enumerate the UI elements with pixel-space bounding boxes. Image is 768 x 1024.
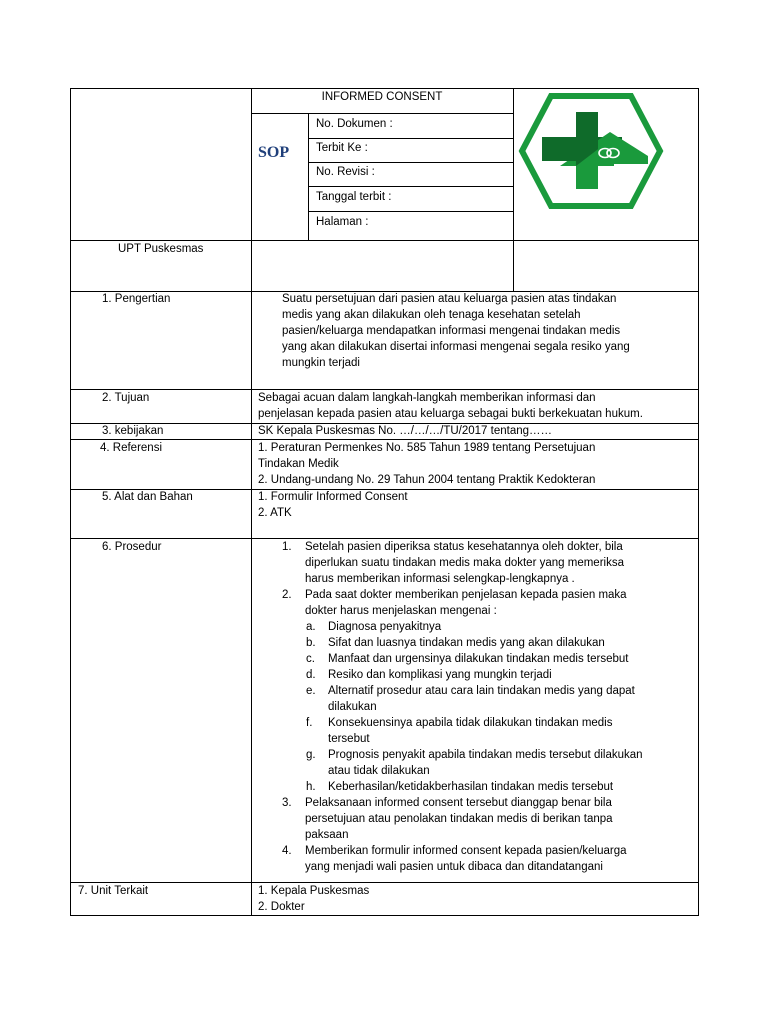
field-line-3	[308, 186, 513, 187]
field-halaman: Halaman :	[316, 216, 369, 228]
prosedur-step-text: Diagnosa penyakitnya	[328, 621, 442, 633]
tujuan-text	[258, 390, 643, 422]
header-divider-left	[251, 88, 252, 915]
label-alat-bahan: 5. Alat dan Bahan	[102, 491, 193, 503]
table-border-left	[70, 88, 71, 915]
prosedur-step-text: yang menjadi wali pasien untuk dibaca dan ditandatangani	[305, 861, 603, 873]
prosedur-step-text: Resiko dan komplikasi yang mungkin terjadi	[328, 669, 552, 681]
alat-bahan-text	[258, 489, 408, 521]
document-title: INFORMED CONSENT	[321, 91, 443, 103]
table-border-right	[698, 88, 699, 915]
unit-line: 1. Kepala Puskesmas	[258, 885, 370, 897]
prosedur-step-text: Pelaksanaan informed consent tersebut dianggap benar bila	[305, 797, 612, 809]
unit-terkait-text	[258, 883, 369, 915]
title-row-line	[251, 113, 513, 114]
prosedur-step-text: Manfaat dan urgensinya dilakukan tindakan medis tersebut	[328, 653, 629, 665]
referensi-line: 2. Undang-undang No. 29 Tahun 2004 tentang Praktik Kedokteran	[258, 474, 596, 486]
label-prosedur: 6. Prosedur	[102, 541, 162, 553]
label-tujuan: 2. Tujuan	[102, 392, 150, 404]
label-pengertian: 1. Pengertian	[102, 293, 171, 305]
field-line-1	[308, 138, 513, 139]
alat-line: 1. Formulir Informed Consent	[258, 491, 408, 503]
prosedur-step-text: Setelah pasien diperiksa status kesehatannya oleh dokter, bila	[305, 541, 623, 553]
unit-line: 2. Dokter	[258, 901, 305, 913]
field-line-2	[308, 162, 513, 163]
prosedur-step-number: 1.	[282, 541, 292, 553]
header-divider-sop	[308, 113, 309, 240]
prosedur-step-text: paksaan	[305, 829, 349, 841]
prosedur-step-number: b.	[306, 637, 316, 649]
prosedur-step-number: a.	[306, 621, 316, 633]
tujuan-line: penjelasan kepada pasien atau keluarga sebagai bukti berkekuatan hukum.	[258, 408, 643, 420]
referensi-line: 1. Peraturan Permenkes No. 585 Tahun 1989 tentang Persetujuan	[258, 442, 596, 454]
field-terbit-ke: Terbit Ke :	[316, 142, 368, 154]
header-divider-logo	[513, 88, 514, 291]
prosedur-step-number: d.	[306, 669, 316, 681]
kebijakan-text: SK Kepala Puskesmas No. …/…/…/TU/2017 tentang……	[258, 425, 553, 437]
prosedur-step-text: tersebut	[328, 733, 370, 745]
prosedur-step-text: persetujuan atau penolakan tindakan medis di berikan tanpa	[305, 813, 613, 825]
prosedur-step-text: diperlukan suatu tindakan medis maka dokter yang memeriksa	[305, 557, 624, 569]
prosedur-step-text: Sifat dan luasnya tindakan medis yang akan dilakukan	[328, 637, 605, 649]
label-referensi: 4. Referensi	[100, 442, 163, 454]
pengertian-line: mungkin terjadi	[282, 357, 360, 369]
pengertian-line: Suatu persetujuan dari pasien atau keluarga pasien atas tindakan	[282, 293, 617, 305]
tujuan-line: Sebagai acuan dalam langkah-langkah memberikan informasi dan	[258, 392, 596, 404]
field-no-dokumen: No. Dokumen :	[316, 118, 393, 130]
referensi-line: Tindakan Medik	[258, 458, 339, 470]
label-unit-terkait: 7. Unit Terkait	[78, 885, 149, 897]
prosedur-step-text: harus memberikan informasi selengkap-lengkapnya .	[305, 573, 575, 585]
prosedur-step-text: Pada saat dokter memberikan penjelasan kepada pasien maka	[305, 589, 627, 601]
prosedur-step-text: Prognosis penyakit apabila tindakan medis tersebut dilakukan	[328, 749, 643, 761]
puskesmas-logo-icon	[518, 90, 664, 212]
prosedur-step-text: atau tidak dilakukan	[328, 765, 430, 777]
table-border-bottom	[70, 915, 699, 916]
unit-name: UPT Puskesmas	[118, 243, 204, 255]
prosedur-step-number: e.	[306, 685, 316, 697]
referensi-text	[258, 440, 595, 488]
prosedur-step-number: 4.	[282, 845, 292, 857]
pengertian-line: yang akan dilakukan disertai informasi mengenai segala resiko yang	[282, 341, 630, 353]
prosedur-step-text: dokter harus menjelaskan mengenai :	[305, 605, 497, 617]
prosedur-step-number: f.	[306, 717, 313, 729]
prosedur-step-text: Alternatif prosedur atau cara lain tindakan medis yang dapat	[328, 685, 635, 697]
prosedur-step-text: Memberikan formulir informed consent kepada pasien/keluarga	[305, 845, 627, 857]
prosedur-step-number: c.	[306, 653, 315, 665]
prosedur-step-number: g.	[306, 749, 316, 761]
pengertian-line: medis yang akan dilakukan oleh tenaga kesehatan setelah	[282, 309, 581, 321]
prosedur-step-text: Konsekuensinya apabila tidak dilakukan tindakan medis	[328, 717, 613, 729]
prosedur-step-number: h.	[306, 781, 316, 793]
alat-line: 2. ATK	[258, 507, 292, 519]
prosedur-step-text: Keberhasilan/ketidakberhasilan tindakan medis tersebut	[328, 781, 614, 793]
field-no-revisi: No. Revisi :	[316, 166, 375, 178]
prosedur-step-text: dilakukan	[328, 701, 377, 713]
field-line-4	[308, 211, 513, 212]
label-kebijakan: 3. kebijakan	[102, 425, 164, 437]
sop-label: SOP	[258, 144, 290, 161]
prosedur-step-number: 3.	[282, 797, 292, 809]
pengertian-text	[258, 291, 630, 371]
section-line-unit	[70, 882, 699, 883]
pengertian-line: pasien/keluarga mendapatkan informasi mengenai tindakan medis	[282, 325, 621, 337]
prosedur-step-number: 2.	[282, 589, 292, 601]
field-tanggal-terbit: Tanggal terbit :	[316, 191, 392, 203]
